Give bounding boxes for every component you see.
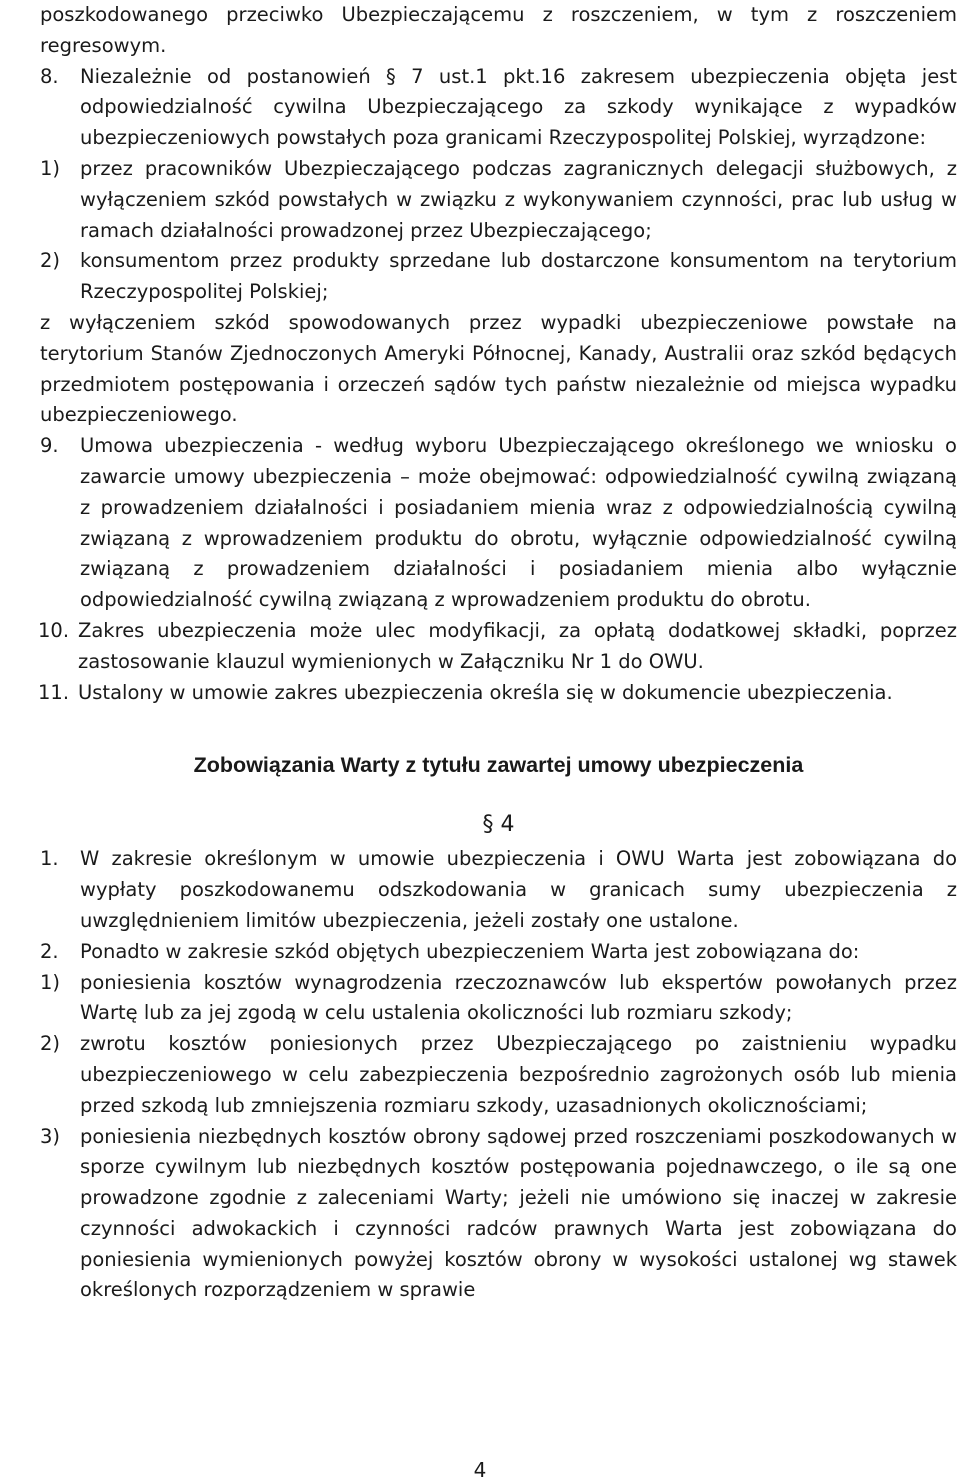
s4-sub-item-2 (40, 1029, 957, 1121)
item-text: Ponadto w zakresie szkód objętych ubezpieczeniem Warta jest zobowiązana do: (80, 939, 860, 963)
sub-item-text: przez pracowników Ubezpieczającego podczas zagranicznych delegacji służbowych, z wyłączeniem szkód powstałych w związku z wykonywaniem czynności, prac lub usług w ramach działalności prowadzonej przez Ubezpieczającego; (80, 156, 957, 242)
sub-item-text: poniesienia kosztów wynagrodzenia rzeczoznawców lub ekspertów powołanych przez Wartę lub za jej zgodą w celu ustalenia okoliczności lub rozmiaru szkody; (80, 970, 957, 1025)
section-heading: Zobowiązania Warty z tytułu zawartej umowy ubezpieczenia (193, 753, 804, 778)
item-text: Ustalony w umowie zakres ubezpieczenia określa się w dokumencie ubezpieczenia. (78, 680, 893, 704)
sub-item-number: 2) (40, 1032, 61, 1056)
sub-item-8-2 (40, 246, 957, 308)
s4-item-1 (40, 844, 957, 936)
item-number: 10. (38, 618, 70, 642)
item-number: 2. (40, 939, 59, 963)
list-item-11 (40, 678, 957, 709)
item-number: 11. (38, 680, 70, 704)
sub-item-text: konsumentom przez produkty sprzedane lub dostarczone konsumentom na terytorium Rzeczypospolitej Polskiej; (80, 249, 957, 304)
sub-item-text: zwrotu kosztów poniesionych przez Ubezpieczającego po zaistnieniu wypadku ubezpieczeniowego w celu zabezpieczenia bezpośrednio zagrożonych osób lub mienia przed szkodą lub zmniejszenia rozmiaru szkody, uzasadnionych okolicznościami; (80, 1032, 957, 1117)
document-page (40, 0, 957, 1306)
sub-item-number: 3) (40, 1124, 61, 1148)
sub-item-text: poniesienia niezbędnych kosztów obrony sądowej przed roszczeniami poszkodowanych w sporze cywilnym lub niezbędnych kosztów postępowania pojednawczego, o ile są one prowadzone zgodnie z zaleceniami Warty; jeżeli nie umówiono się inaczej w zakresie czynności adwokackich i czynności radców prawnych Warta jest zobowiązana do poniesienia wymienionych powyżej kosztów obrony w wysokości ustalonej wg stawek określonych rozporządzeniem w sprawie (80, 1124, 957, 1302)
list-item-8 (40, 62, 957, 154)
list-item-9 (40, 431, 957, 616)
item-8-tail: z wyłączeniem szkód spowodowanych przez wypadki ubezpieczeniowe powstałe na terytorium Stanów Zjednoczonych Ameryki Północnej, Kanady, Australii oraz szkód będących przedmiotem postępowania i orzeczeń sądów tych państw niezależnie od miejsca wypadku ubezpieczeniowego. (40, 310, 957, 427)
s4-item-2 (40, 937, 957, 968)
list-item-10 (40, 616, 957, 678)
item-number: 8. (40, 64, 59, 88)
item-number: 1. (40, 847, 59, 871)
s4-sub-item-1 (40, 968, 957, 1030)
sub-item-number: 1) (40, 970, 61, 994)
page-number: 4 (473, 1458, 487, 1482)
sub-item-number: 2) (40, 249, 61, 273)
item-text: Zakres ubezpieczenia może ulec modyfikacji, za opłatą dodatkowej składki, poprzez zastosowanie klauzul wymienionych w Załączniku Nr 1 do OWU. (78, 618, 957, 673)
s4-sub-item-3 (40, 1122, 957, 1307)
item-text: W zakresie określonym w umowie ubezpieczenia i OWU Warta jest zobowiązana do wypłaty poszkodowanemu odszkodowania w granicach sumy ubezpieczenia z uwzględnieniem limitów ubezpieczenia, jeżeli zostały one ustalone. (80, 847, 957, 932)
item-text: Umowa ubezpieczenia - według wyboru Ubezpieczającego określonego we wniosku o zawarcie umowy ubezpieczenia – może obejmować: odpowiedzialność cywilną związaną z prowadzeniem działalności i posiadaniem mienia wraz z odpowiedzialnością cywilną związaną z wprowadzeniem produktu do obrotu, wyłącznie odpowiedzialność cywilną związaną z prowadzeniem działalności i posiadaniem mienia albo wyłącznie odpowiedzialność cywilną związaną z wprowadzeniem produktu do obrotu. (80, 434, 957, 612)
sub-item-8-1 (40, 154, 957, 246)
sub-item-number: 1) (40, 156, 61, 180)
item-number: 9. (40, 434, 59, 458)
paragraph-continuation: poszkodowanego przeciwko Ubezpieczającemu z roszczeniem, w tym z roszczeniem regresowym. (40, 3, 957, 57)
section-sign: § 4 (482, 812, 515, 838)
item-text: Niezależnie od postanowień § 7 ust.1 pkt.16 zakresem ubezpieczenia objęta jest odpowiedzialność cywilna Ubezpieczającego za szkody wynikające z wypadków ubezpieczeniowych powstałych poza granicami Rzeczypospolitej Polskiej, wyrządzone: (80, 64, 957, 150)
